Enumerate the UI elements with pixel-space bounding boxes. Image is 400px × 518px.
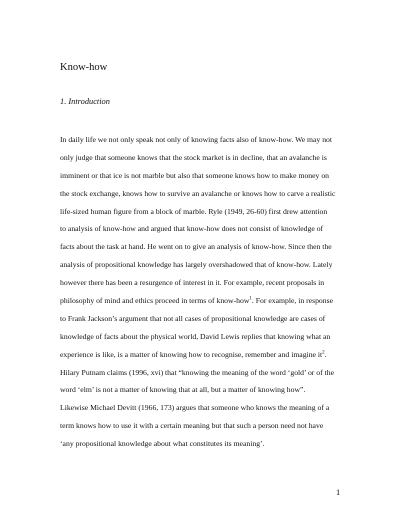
footnote-marker[interactable]: 2 bbox=[322, 350, 325, 356]
body-line bbox=[60, 274, 350, 292]
body-line-text: life-sized human figure from a block of marble. Ryle (1949, 26-60) first drew attention bbox=[60, 206, 328, 216]
body-line bbox=[60, 185, 350, 203]
body-line bbox=[60, 220, 350, 238]
footnote-marker[interactable]: 1 bbox=[249, 296, 252, 302]
body-line-text: In daily life we not only speak not only of knowing facts also of know-how. We may not bbox=[60, 135, 333, 144]
body-line-text: facts about the task at hand. He went on to give an analysis of know-how. Since then the bbox=[60, 242, 332, 252]
page-number: 1 bbox=[336, 488, 341, 497]
body-line bbox=[60, 328, 350, 346]
body-line bbox=[60, 435, 350, 453]
body-line bbox=[60, 364, 350, 382]
body-line-text: Hilary Putnam claims (1996, xvi) that “knowing the meaning of the word ‘gold’ or of the bbox=[60, 367, 334, 377]
body-line bbox=[60, 131, 350, 149]
body-line-text: knowledge of facts about the physical world, David Lewis replies that knowing what an bbox=[60, 331, 331, 341]
body-line-text: however there has been a resurgence of interest in it. For example, recent proposals in bbox=[60, 278, 325, 288]
body-line bbox=[60, 310, 350, 328]
body-line-text-continued: . bbox=[324, 349, 327, 359]
document-title: Know-how bbox=[60, 62, 108, 73]
body-line-text-continued: . For example, in response bbox=[251, 296, 334, 306]
body-line bbox=[60, 149, 350, 167]
body-line-text: to analysis of know-how and argued that know-how does not consist of knowledge of bbox=[60, 224, 324, 234]
body-line-text: Likewise Michael Devitt (1966, 173) argues that someone who knows the meaning of a bbox=[60, 403, 330, 413]
body-line-text: the stock exchange, knows how to survive an avalanche or knows how to carve a realistic bbox=[60, 188, 336, 198]
body-line-text: philosophy of mind and ethics proceed in terms of know-how bbox=[60, 296, 250, 306]
body-line-text: imminent or that ice is not marble but also that someone knows how to make money on bbox=[60, 170, 330, 180]
body-line bbox=[60, 238, 350, 256]
body-line-text: ‘any propositional knowledge about what constitutes its meaning’. bbox=[60, 439, 265, 449]
body-line-text: to Frank Jackson’s argument that not all cases of propositional knowledge are cases of bbox=[60, 313, 326, 323]
body-line bbox=[60, 346, 350, 364]
body-line bbox=[60, 381, 350, 399]
body-line-text: analysis of propositional knowledge has largely overshadowed that of know-how. Lately bbox=[60, 260, 333, 270]
body-line-text: experience is like, is a matter of knowing how to recognise, remember and imagine it bbox=[60, 349, 323, 359]
body-line bbox=[60, 417, 350, 435]
body-line bbox=[60, 167, 350, 185]
body-line-text: term knows how to use it with a certain meaning but that such a person need not have bbox=[60, 421, 324, 431]
body-text bbox=[60, 131, 350, 453]
body-line-text: only judge that someone knows that the stock market is in decline, that an avalanche is bbox=[60, 152, 327, 162]
body-line-text: word ‘elm’ is not a matter of knowing that at all, but a matter of knowing how”. bbox=[60, 385, 306, 395]
body-line bbox=[60, 203, 350, 221]
section-heading: 1. Introduction bbox=[60, 97, 110, 106]
body-line bbox=[60, 292, 350, 310]
body-line bbox=[60, 256, 350, 274]
body-line bbox=[60, 399, 350, 417]
